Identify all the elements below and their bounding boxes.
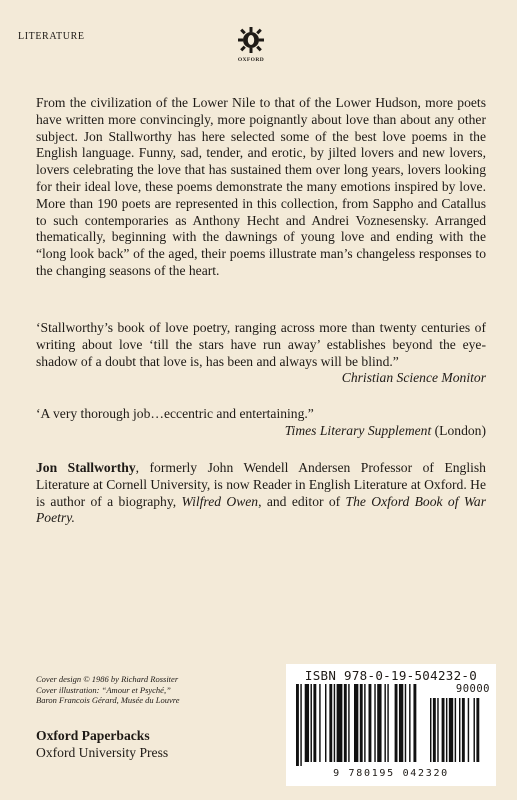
- addon-bar: [437, 698, 438, 762]
- barcode-bar: [311, 684, 312, 762]
- logo-text: OXFORD: [237, 57, 265, 63]
- quote-source-title: Times Literary Supplement: [284, 422, 432, 438]
- addon-bar: [449, 698, 453, 762]
- cover-credits: [36, 674, 276, 706]
- barcode-bar: [387, 684, 388, 762]
- barcode-bar: [344, 684, 347, 762]
- barcode-bar: [354, 684, 358, 762]
- addon-bar: [462, 698, 465, 762]
- oxford-logo: [234, 26, 268, 72]
- quote-source-title: Christian Science Monitor: [341, 370, 486, 386]
- barcode-bar: [377, 684, 381, 762]
- addon-bar: [459, 698, 460, 762]
- category-label: LITERATURE: [18, 31, 85, 42]
- addon-bar: [442, 698, 445, 762]
- barcode-bar: [374, 684, 375, 762]
- credit-line-3: Baron Francois Gérard, Musée du Louvre: [36, 695, 180, 705]
- quote-source: [36, 423, 486, 440]
- barcode-bar: [329, 684, 332, 762]
- barcode-bar: [325, 684, 326, 762]
- credit-line-2: Cover illustration: “Amour et Psyché,”: [36, 684, 171, 695]
- addon-bar: [455, 698, 456, 762]
- barcode-bar: [395, 684, 398, 762]
- barcode-bar: [296, 684, 299, 766]
- addon-bar: [476, 698, 479, 762]
- review-quote-1: [36, 320, 486, 387]
- blurb-paragraph: From the civilization of the Lower Nile to that of the Lower Hudson, more poets have written more convincingly, more poignantly about love than about any other subject. Jon Stallworthy has here selected some of the best love poems in the English language. Funny, sad, tender, and erotic, by jilted lovers and new lovers, lovers celebrating the love that has sustained them over long years, lovers looking for their ideal love, these poems demonstrate the many emotions inspired by love. More than 190 poets are represented in this collection, from Sappho and Catallus to such contemporaries as Anthony Hecht and Andrei Voznesensky. Arranged thematically, beginning with the dawnings of young love and ending with the “long look back” of the aged, their poems illustrate man’s changeless responses to the changing seasons of the heart.: [36, 95, 486, 278]
- barcode-bar: [360, 684, 363, 762]
- addon-bar: [433, 698, 436, 762]
- credit-line-1: Cover design © 1986 by Richard Rossiter: [36, 674, 179, 684]
- barcode-bar: [369, 684, 372, 762]
- isbn-label: ISBN 978-0-19-504232-0: [304, 668, 478, 683]
- review-quote-2: [36, 406, 486, 440]
- barcode-bar: [319, 684, 320, 762]
- author-bio: [36, 460, 486, 527]
- barcode-bar: [399, 684, 403, 762]
- barcode-bar: [300, 684, 301, 766]
- publisher-block: [36, 727, 168, 761]
- barcode-bar: [384, 684, 385, 762]
- price-code: 90000: [455, 683, 490, 695]
- addon-bar: [468, 698, 469, 762]
- author-work-2: The Oxford Book of War Poetry.: [36, 493, 486, 526]
- barcode-bar: [405, 684, 406, 762]
- barcode-bar: [409, 684, 410, 762]
- addon-bar: [446, 698, 447, 762]
- imprint-name: Oxford Paperbacks: [36, 728, 150, 743]
- quote-text: ‘Stallworthy’s book of love poetry, ranging across more than twenty centuries of writing about love ‘till the stars have run away’ establishes beyond the eye-shadow of a doubt that love is, has been and always will be blind.”: [36, 320, 486, 369]
- quote-source: [36, 370, 486, 387]
- barcode-bar: [348, 684, 349, 762]
- barcode-bar: [364, 684, 365, 762]
- quote-text: ‘A very thorough job…eccentric and entertaining.”: [36, 406, 314, 421]
- author-bio-text: , formerly John Wendell Andersen Professor of English Literature at Cornell University, is now Reader in English Literature at Oxford. He is author of a biography,: [36, 460, 486, 509]
- barcode-bar: [337, 684, 343, 762]
- author-work-1: Wilfred Owen: [181, 493, 259, 509]
- barcode-bar: [413, 684, 416, 762]
- addon-bar: [430, 698, 431, 762]
- oxford-crest-icon: [238, 26, 264, 56]
- author-name: Jon Stallworthy: [36, 460, 136, 475]
- barcode-panel: [286, 664, 496, 786]
- barcode-icon: [290, 684, 492, 766]
- author-bio-text-2: , and editor of: [258, 493, 346, 509]
- barcode-bar: [313, 684, 316, 762]
- barcode-number: 9 780195 042320: [333, 768, 449, 779]
- barcode-bar: [334, 684, 335, 762]
- press-name: Oxford University Press: [36, 745, 169, 760]
- addon-bar: [474, 698, 475, 762]
- barcode-bar: [305, 684, 309, 762]
- quote-source-suffix: (London): [431, 422, 486, 438]
